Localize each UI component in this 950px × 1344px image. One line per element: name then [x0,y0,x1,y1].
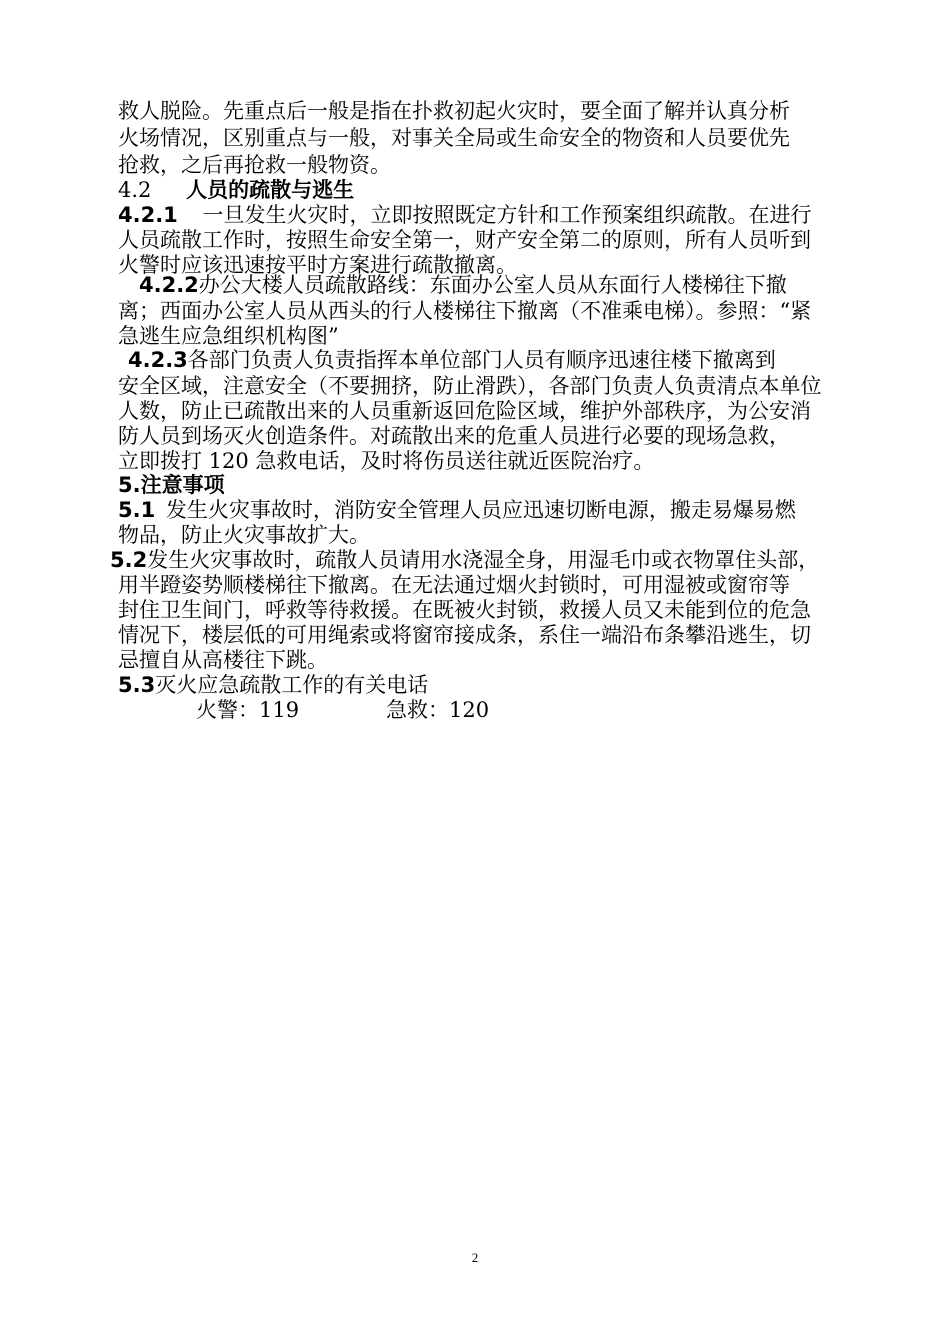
section-number: 4.2.1 [118,203,178,227]
section-number: 5.3 [118,673,156,697]
intro-line-3: 抢救，之后再抢救一般物资。 [118,153,391,177]
section-5-heading: 5.注意事项 [118,473,225,497]
paragraph-text: 发生火灾事故时，消防安全管理人员应迅速切断电源，搬走易爆易燃 [165,498,796,522]
s52-line-3: 封住卫生间门，呼救等待救援。在既被火封锁，救援人员又未能到位的危急 [118,598,811,622]
section-title: 人员的疏散与逃生 [186,178,355,202]
section-number: 5.2 [110,548,148,572]
s52-line-2: 用半蹬姿势顺楼梯往下撤离。在无法通过烟火封锁时，可用湿被或窗帘等 [118,573,790,597]
s51-line-2: 物品，防止火灾事故扩大。 [118,523,370,547]
section-number: 5.1 [118,498,156,522]
s422-line-2: 离；西面办公室人员从西头的行人楼梯往下撤离（不准乘电梯）。参照：“紧 [118,299,812,323]
s423-line-3: 人数，防止已疏散出来的人员重新返回危险区域，维护外部秩序，为公安消 [118,399,811,423]
section-number: 4.2.3 [128,348,188,372]
page-number: 2 [471,1250,479,1265]
paragraph-text: 各部门负责人负责指挥本单位部门人员有顺序迅速往楼下撤离到 [187,348,776,372]
paragraph-text: 一旦发生火灾时，立即按照既定方针和工作预案组织疏散。在进行 [202,203,812,227]
s423-line-4: 防人员到场灭火创造条件。对疏散出来的危重人员进行必要的现场急救， [118,424,790,448]
s421-line-2: 人员疏散工作时，按照生命安全第一，财产安全第二的原则，所有人员听到 [118,228,811,252]
paragraph-text: 灭火应急疏散工作的有关电话 [155,673,429,697]
s421-line-3: 火警时应该迅速按平时方案进行疏散撤离。 [118,253,517,277]
ambulance-phone: 急救：120 [386,698,490,722]
s423-line-5: 立即拨打 120 急救电话，及时将伤员送往就近医院治疗。 [118,449,655,473]
paragraph-text: 办公大楼人员疏散路线：东面办公室人员从东面行人楼梯往下撤 [198,273,787,297]
intro-line-1: 救人脱险。先重点后一般是指在扑救初起火灾时，要全面了解并认真分析 [118,99,790,123]
section-number: 4.2 [118,178,152,202]
intro-line-2: 火场情况，区别重点与一般，对事关全局或生命安全的物资和人员要优先 [118,126,790,150]
s423-line-2: 安全区域，注意安全（不要拥挤，防止滑跌），各部门负责人负责清点本单位 [118,374,822,398]
s52-line-5: 忌擅自从高楼往下跳。 [118,648,328,672]
s52-line-4: 情况下，楼层低的可用绳索或将窗帘接成条，系住一端沿布条攀沿逃生，切 [118,623,811,647]
fire-phone: 火警：119 [196,698,300,722]
paragraph-text: 发生火灾事故时，疏散人员请用水浇湿全身，用湿毛巾或衣物罩住头部， [147,548,820,572]
s422-line-3: 急逃生应急组织机构图” [118,324,339,348]
section-number: 4.2.2 [139,273,199,297]
